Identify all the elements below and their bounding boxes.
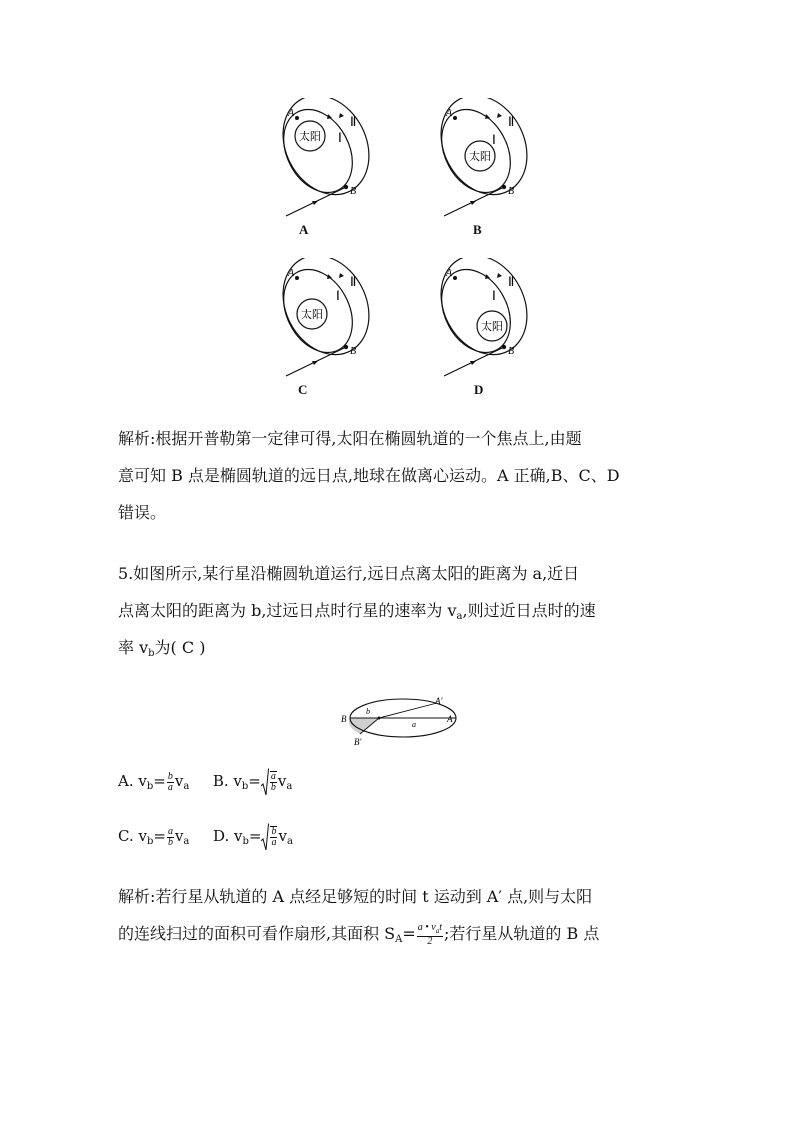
svg-text:B: B	[350, 186, 357, 197]
question-5	[118, 555, 688, 666]
svg-text:Ⅰ: Ⅰ	[336, 288, 340, 303]
svg-text:Ⅱ: Ⅱ	[508, 114, 515, 129]
question-5-line-2: 点离太阳的距离为 b,过远日点时行星的速率为 $v_a$,则过近日点时的速	[118, 601, 596, 622]
planet-orbit-diagram	[338, 694, 464, 750]
svg-text:Ⅱ: Ⅱ	[508, 274, 515, 289]
svg-text:B: B	[341, 714, 347, 724]
sun-label: 太阳	[469, 150, 491, 163]
options-row-ab	[118, 768, 292, 796]
question-5-line-1: 5.如图所示,某行星沿椭圆轨道运行,远日点离太阳的距离为 a,近日	[118, 564, 580, 583]
figure-c	[270, 258, 380, 380]
analysis-paragraph-2	[118, 878, 688, 952]
analysis-1-line-2: 意可知 B 点是椭圆轨道的远日点,地球在做离心运动。A 正确,B、C、D	[118, 466, 620, 485]
option-b: B. $v_b=$ $\frac{a}{b}$ $v_a$	[212, 771, 293, 793]
figure-d	[428, 258, 538, 380]
svg-text:A′: A′	[435, 696, 443, 706]
analysis-1-line-3: 错误。	[118, 503, 167, 522]
orbit-diagram-c	[270, 258, 380, 380]
svg-text:A: A	[288, 108, 295, 119]
svg-text:b: b	[366, 707, 370, 716]
figure-caption-c: C	[298, 382, 308, 397]
options-row-cd	[118, 823, 293, 851]
svg-text:a: a	[412, 720, 416, 729]
figure-b	[428, 98, 538, 220]
svg-text:Ⅱ: Ⅱ	[350, 274, 357, 289]
svg-text:Ⅰ: Ⅰ	[338, 130, 342, 145]
sun-label: 太阳	[299, 130, 321, 143]
question-5-line-3: 率 $v_b$为( C )	[118, 638, 206, 659]
svg-text:A: A	[288, 268, 295, 279]
sun-label: 太阳	[301, 308, 323, 321]
svg-text:Ⅰ: Ⅰ	[492, 132, 496, 147]
orbit-diagram-d	[428, 258, 538, 380]
orbit-diagram-a	[270, 98, 380, 220]
figure-caption-b: B	[473, 222, 482, 237]
svg-text:Ⅰ: Ⅰ	[492, 288, 496, 303]
svg-text:B′: B′	[354, 737, 362, 747]
area-fraction: $\frac{a • v_at}{2}$	[417, 921, 443, 947]
figure-caption-a: A	[299, 222, 309, 237]
svg-text:B: B	[350, 346, 357, 357]
option-d: D. $v_b=$ $\frac{b}{a}$ $v_a$	[212, 826, 293, 848]
figure-caption-d: D	[474, 382, 484, 397]
svg-text:A: A	[447, 714, 453, 724]
analysis-2-line-2: 的连线扫过的面积可看作扇形,其面积 $S_A=$ $\frac{a • v_at}{2}$ ;若行星从轨道的 B 点	[118, 921, 600, 947]
orbit-diagram-b	[428, 98, 538, 220]
analysis-1-line-1: 解析:根据开普勒第一定律可得,太阳在椭圆轨道的一个焦点上,由题	[118, 429, 582, 448]
figure-a	[270, 98, 380, 220]
planet-orbit-figure	[338, 694, 464, 750]
sun-label: 太阳	[481, 320, 503, 333]
option-c: C. $v_b=$ $\frac{a}{b}$ $v_a$	[118, 825, 190, 848]
analysis-paragraph-1	[118, 420, 688, 531]
option-a: A. $v_b=$ $\frac{b}{a}$ $v_a$	[118, 770, 190, 793]
svg-text:Ⅱ: Ⅱ	[350, 114, 357, 129]
svg-text:B: B	[508, 346, 515, 357]
svg-text:A: A	[446, 268, 453, 279]
svg-text:B: B	[508, 186, 515, 197]
svg-text:A: A	[446, 108, 453, 119]
analysis-2-line-1: 解析:若行星从轨道的 A 点经足够短的时间 t 运动到 A′ 点,则与太阳	[118, 887, 593, 906]
